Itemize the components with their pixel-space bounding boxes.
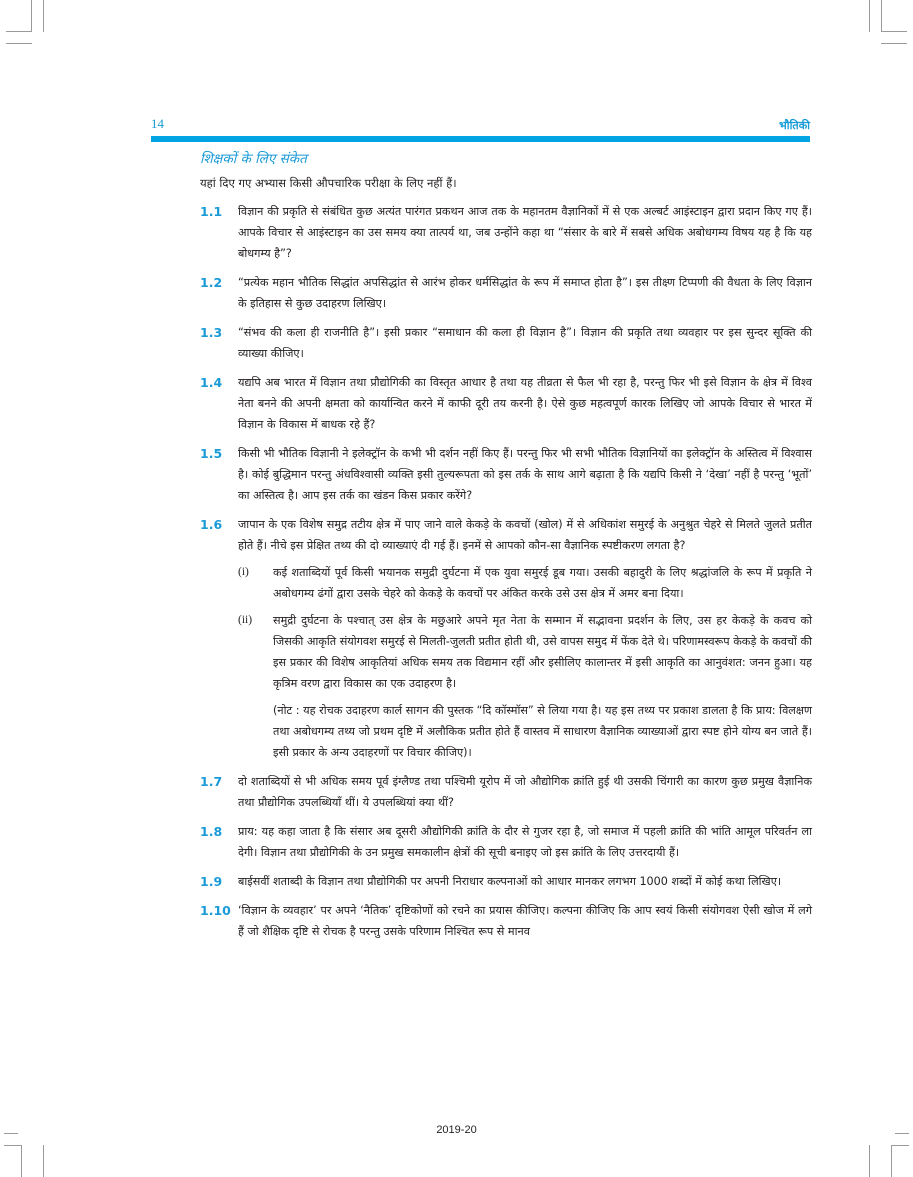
- question-item: [200, 821, 812, 863]
- question-item: [200, 900, 812, 942]
- question-text: दो शताब्दियों से भी अधिक समय पूर्व इंग्लैण्ड तथा पश्चिमी यूरोप में जो औद्योगिक क्रांति हुई थी उसकी चिंगारी का कारण कुछ प्रमुख वैज्ञानिक तथा प्रौद्योगिक उपलब्धियाँ थीं। ये उपलब्धियां क्या थीं?: [238, 775, 812, 809]
- sub-item-number: (ii): [238, 614, 253, 626]
- question-number: 1.2: [200, 275, 223, 290]
- question-text: ‘विज्ञान के व्यवहार’ पर अपने ‘नैतिक’ दृष्टिकोणों को रचने का प्रयास कीजिए। कल्पना कीजिए कि आप स्वयं किसी संयोगवश ऐसी खोज में लगे हैं जो शैक्षिक दृष्टि से रोचक है परन्तु उसके परिणाम निश्चित रूप से मानव: [238, 904, 812, 938]
- question-item: [200, 443, 812, 506]
- question-text: “प्रत्येक महान भौतिक सिद्धांत अपसिद्धांत से आरंभ होकर धर्मसिद्धांत के रूप में समाप्त होता है”। इस तीक्ष्ण टिप्पणी की वैधता के लिए विज्ञान के इतिहास से कुछ उदाहरण लिखिए।: [238, 276, 812, 310]
- crop-mark: [43, 0, 44, 32]
- note-text: (नोट : यह रोचक उदाहरण कार्ल सागन की पुस्तक “दि कॉस्मॉस” से लिया गया है। यह इस तथ्य पर प्रकाश डालता है कि प्राय: विलक्षण तथा अबोधगम्य तथ्य जो प्रथम दृष्टि में अलौकिक प्रतीत होते हैं वास्तव में साधारण वैज्ञानिक व्याख्याओं द्वारा स्पष्ट होने योग्य बन जाते हैं। इसी प्रकार के अन्य उदाहरणों पर विचार कीजिए)।: [273, 704, 812, 759]
- question-text: “संभव की कला ही राजनीति है”। इसी प्रकार “समाधान की कला ही विज्ञान है”। विज्ञान की प्रकृति तथा व्यवहार पर इस सुन्दर सूक्ति की व्याख्या कीजिए।: [238, 326, 812, 360]
- crop-mark: [881, 43, 907, 44]
- crop-mark: [869, 1145, 870, 1177]
- question-number: 1.8: [200, 824, 223, 839]
- question-number: 1.1: [200, 204, 223, 219]
- sub-item: [238, 562, 812, 604]
- question-number: 1.9: [200, 874, 223, 889]
- question-text: प्राय: यह कहा जाता है कि संसार अब दूसरी औद्योगिकी क्रांति के दौर से गुजर रहा है, जो समाज में पहली क्रांति की भांति आमूल परिवर्तन ला देगी। विज्ञान तथा प्रौद्योगिकी के उन प्रमुख समकालीन क्षेत्रों की सूची बनाइए जो इस क्रांति के लिए उत्तरदायी हैं।: [238, 825, 812, 859]
- footer-year: 2019-20: [436, 1124, 477, 1136]
- question-number: 1.7: [200, 774, 223, 789]
- question-number: 1.4: [200, 375, 223, 390]
- crop-mark: [21, 1145, 22, 1177]
- question-item: [200, 272, 812, 314]
- question-text: जापान के एक विशेष समुद्र तटीय क्षेत्र में पाए जाने वाले केकड़े के कवचों (खोल) में से अधिकांश समुरई के अनुश्रुत चेहरे से मिलते जुलते प्रतीत होते हैं। नीचे इस प्रेक्षित तथ्य की दो व्याख्याएं दी गई हैं। इनमें से आपको कौन-सा वैज्ञानिक स्पष्टीकरण लगता है?: [238, 518, 812, 552]
- sub-item-number: (i): [238, 566, 249, 578]
- question-number: 1.6: [200, 517, 223, 532]
- crop-mark: [881, 0, 882, 32]
- crop-mark: [4, 1145, 22, 1146]
- question-number: 1.5: [200, 446, 223, 461]
- question-item: [200, 871, 812, 892]
- sub-item-text: कई शताब्दियों पूर्व किसी भयानक समुद्री दुर्घटना में एक युवा समुरई डूब गया। उसकी बहादुरी के लिए श्रद्धांजलि के रूप में प्रकृति ने अबोधगम्य ढंगों द्वारा उसके चेहरे को केकड़े के कवचों पर अंकित करके उसे उस क्षेत्र में अमर बना दिया।: [273, 566, 812, 600]
- question-text: विज्ञान की प्रकृति से संबंधित कुछ अत्यंत पारंगत प्रकथन आज तक के महानतम वैज्ञानिकों में से एक अल्बर्ट आइंस्टाइन द्वारा प्रदान किए गए हैं। आपके विचार से आइंस्टाइन का उस समय क्या तात्पर्य था, जब उन्होंने कहा था “संसार के बारे में सबसे अधिक अबोधगम्य विषय यह है कि यह बोधगम्य है”?: [238, 205, 812, 260]
- question-item: [200, 771, 812, 813]
- exercise-section: [200, 150, 812, 950]
- crop-mark: [31, 0, 32, 32]
- sub-item-text: समुद्री दुर्घटना के पश्चात् उस क्षेत्र के मछुआरे अपने मृत नेता के सम्मान में सद्भावना प्रदर्शन के लिए, उस हर केकड़े के कवच को जिसकी आकृति संयोगवश समुरई से मिलती-जुलती प्रतीत होती थी, उसे वापस समुद में फेंक देते थे। परिणामस्वरूप केकड़े के कवचों की इस प्रकार की विशेष आकृतियां अधिक समय तक विद्यमान रहीं और इसीलिए कालान्तर में इसी आकृति का आनुवंशत: जनन हुआ। यह कृत्रिम वरण द्वारा विकास का एक उदाहरण है।: [273, 614, 812, 690]
- question-item: [200, 322, 812, 364]
- sub-item: [238, 610, 812, 763]
- crop-mark: [891, 1145, 892, 1177]
- question-item: [200, 514, 812, 763]
- page-number: 14: [151, 116, 164, 131]
- question-item: [200, 201, 812, 264]
- header-rule: [151, 136, 810, 142]
- section-intro: यहां दिए गए अभ्यास किसी औपचारिक परीक्षा के लिए नहीं हैं।: [200, 176, 457, 190]
- question-text: बाईसवीं शताब्दी के विज्ञान तथा प्रौद्योगिकी पर अपनी निराधार कल्पनाओं को आधार मानकर लगभग 1000 शब्दों में कोई कथा लिखिए।: [238, 875, 782, 888]
- running-head: भौतिकी: [779, 119, 810, 132]
- crop-mark: [6, 43, 32, 44]
- question-text: यद्यपि अब भारत में विज्ञान तथा प्रौद्योगिकी का विस्तृत आधार है तथा यह तीव्रता से फैल भी रहा है, परन्तु फिर भी इसे विज्ञान के क्षेत्र में विश्व नेता बनने की अपनी क्षमता को कार्यान्वित करने में काफी दूरी तय करनी है। ऐसे कुछ महत्वपूर्ण कारक लिखिए जो आपके विचार से भारत में विज्ञान के विकास में बाधक रहे हैं?: [238, 376, 812, 431]
- crop-mark: [869, 0, 870, 32]
- crop-mark: [43, 1145, 44, 1177]
- question-number: 1.10: [200, 903, 231, 918]
- crop-mark: [881, 31, 907, 32]
- crop-mark: [891, 1145, 909, 1146]
- section-heading: शिक्षकों के लिए संकेत: [200, 151, 307, 167]
- question-text: किसी भी भौतिक विज्ञानी ने इलेक्ट्रॉन के कभी भी दर्शन नहीं किए हैं। परन्तु फिर भी सभी भौतिक विज्ञानियों का इलेक्ट्रॉन के अस्तित्व में विश्वास है। कोई बुद्धिमान परन्तु अंधविश्वासी व्यक्ति इसी तुल्यरूपता को इस तर्क के साथ आगे बढ़ाता है कि यद्यपि किसी ने ‘देखा’ नहीं है परन्तु ‘भूतों’ का अस्तित्व है। आप इस तर्क का खंडन किस प्रकार करेंगे?: [238, 447, 812, 502]
- question-item: [200, 372, 812, 435]
- question-number: 1.3: [200, 325, 223, 340]
- crop-mark: [6, 31, 32, 32]
